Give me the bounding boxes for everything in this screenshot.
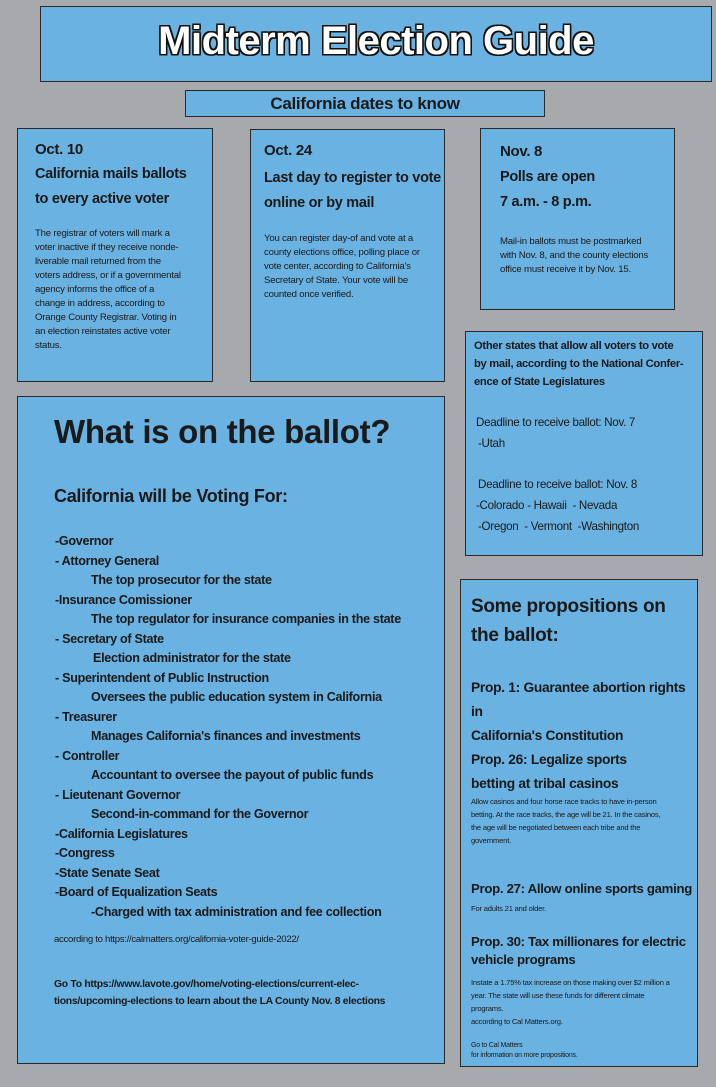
office-description: Election administrator for the state — [93, 651, 291, 665]
card-body — [35, 227, 181, 353]
card-date: Oct. 24 — [264, 142, 312, 159]
card-body-line: office must receive it by Nov. 15. — [500, 264, 631, 275]
states-intro-line: Other states that allow all voters to vote — [474, 340, 674, 352]
title-banner — [40, 6, 712, 82]
date-card-oct-10 — [17, 128, 213, 382]
states-nov-8-row-1: -Colorado - Hawaii - Nevada — [476, 499, 618, 512]
card-body-line: voters address, or if a governmental — [35, 270, 181, 281]
office-item: - Attorney General — [55, 554, 160, 568]
ballot-goto-line: Go To https://www.lavote.gov/home/voting-elections/current-elec- — [54, 979, 359, 990]
prop-27-body: For adults 21 and older. — [471, 904, 546, 913]
ballot-panel — [17, 396, 445, 1064]
office-description: Oversees the public education system in California — [91, 690, 382, 704]
office-description: The top prosecutor for the state — [91, 573, 272, 587]
card-body-line: voter inactive if they receive nonde- — [35, 242, 179, 253]
card-body-line: agency informs the office of a — [35, 284, 155, 295]
card-body-line: an election reinstates active voter — [35, 326, 171, 337]
date-card-oct-24 — [250, 129, 445, 382]
deadline-nov-8: Deadline to receive ballot: Nov. 8 — [478, 478, 638, 491]
card-body-line: status. — [35, 340, 62, 351]
card-headline-line-1: Polls are open — [500, 169, 595, 185]
prop-30-body-line: Instate a 1.75% tax increase on those making over $2 million a — [471, 978, 670, 987]
card-body-line: counted once verified. — [264, 289, 354, 300]
office-description: -Charged with tax administration and fee collection — [91, 905, 382, 919]
office-description: Manages California's finances and investments — [91, 729, 361, 743]
prop-30-body — [471, 976, 670, 1028]
card-headline-line-1: Last day to register to vote — [264, 170, 441, 186]
props-footer-line: for information on more propositions. — [471, 1052, 578, 1059]
prop-26-body-line: Allow casinos and four horse race tracks to have in-person — [471, 797, 657, 806]
states-intro — [474, 337, 683, 391]
card-body-line: You can register day-of and vote at a — [264, 233, 414, 244]
card-headline-line-2: online or by mail — [264, 195, 375, 211]
prop-1 — [471, 676, 697, 748]
card-headline-line-1: California mails ballots — [35, 166, 187, 182]
prop-26-body-line: betting. At the race tracks, the age will be 21. In the casinos, — [471, 810, 661, 819]
prop-26-body-line: the age will be negotiated between each tribe and the — [471, 823, 641, 832]
prop-26-title — [471, 748, 627, 796]
states-intro-line: ence of State Legislatures — [474, 376, 605, 388]
card-body — [500, 235, 648, 277]
mail-voting-states-panel — [465, 331, 703, 556]
office-item: -California Legislatures — [55, 827, 188, 841]
states-nov-7: -Utah — [478, 437, 505, 450]
office-description: Second-in-command for the Governor — [91, 807, 309, 821]
ballot-heading: What is on the ballot? — [54, 413, 391, 450]
card-body — [264, 232, 420, 302]
card-body-line: liverable mail returned from the — [35, 256, 161, 267]
card-body-line: with Nov. 8, and the county elections — [500, 250, 649, 261]
states-nov-8-row-2: -Oregon - Vermont -Washington — [478, 520, 640, 533]
ballot-goto — [54, 976, 385, 1010]
page-title: Midterm Election Guide — [158, 19, 594, 63]
prop-26-body — [471, 795, 660, 847]
ballot-goto-line: tions/upcoming-elections to learn about the LA County Nov. 8 elections — [54, 996, 386, 1007]
props-heading — [471, 592, 666, 650]
states-intro-line: by mail, according to the National Confer- — [474, 358, 684, 370]
propositions-panel — [460, 579, 698, 1067]
prop-30-title — [471, 933, 686, 969]
office-description: Accountant to oversee the payout of public funds — [91, 768, 374, 782]
prop-1-title-line: Prop. 1: Guarantee abortion rights in — [471, 680, 686, 719]
card-body-line: Orange County Registrar. Voting in — [35, 312, 177, 323]
office-item: - Controller — [55, 749, 120, 763]
prop-30-title-line: Prop. 30: Tax millionares for electric — [471, 934, 686, 949]
office-item: -Governor — [55, 534, 114, 548]
card-body-line: change in address, according to — [35, 298, 165, 309]
office-item: - Superintendent of Public Instruction — [55, 671, 269, 685]
card-headline-line-2: 7 a.m. - 8 p.m. — [500, 194, 592, 210]
prop-27-title: Prop. 27: Allow online sports gaming — [471, 881, 692, 896]
card-body-line: county elections office, polling place or — [264, 247, 420, 258]
dates-heading: California dates to know — [270, 94, 460, 113]
card-date: Oct. 10 — [35, 141, 83, 158]
prop-30-title-line: vehicle programs — [471, 952, 576, 967]
dates-banner — [185, 90, 545, 117]
props-heading-line: the ballot: — [471, 625, 559, 646]
prop-1-title-line: California's Constitution — [471, 728, 624, 743]
props-footer — [471, 1041, 578, 1061]
office-item: -State Senate Seat — [55, 866, 160, 880]
prop-26-title-line: betting at tribal casinos — [471, 776, 619, 791]
card-body-line: Secretary of State. Your vote will be — [264, 275, 409, 286]
prop-26-title-line: Prop. 26: Legalize sports — [471, 752, 627, 767]
prop-30-body-line: year. The state will use these funds for different climate — [471, 991, 645, 1000]
office-item: - Lieutenant Governor — [55, 788, 181, 802]
prop-30-body-line: programs. — [471, 1004, 504, 1013]
office-item: - Treasurer — [55, 710, 117, 724]
card-headline-line-2: to every active voter — [35, 191, 169, 207]
card-body-line: Mail-in ballots must be postmarked — [500, 236, 642, 247]
office-item: -Insurance Comissioner — [55, 593, 192, 607]
deadline-nov-7: Deadline to receive ballot: Nov. 7 — [476, 416, 636, 429]
office-item: -Board of Equalization Seats — [55, 885, 218, 899]
props-heading-line: Some propositions on — [471, 596, 666, 617]
office-item: -Congress — [55, 846, 115, 860]
card-body-line: vote center, according to California's — [264, 261, 411, 272]
prop-26-body-line: government. — [471, 836, 512, 845]
card-date: Nov. 8 — [500, 143, 543, 160]
card-body-line: The registrar of voters will mark a — [35, 228, 170, 239]
ballot-subheading: California will be Voting For: — [54, 486, 288, 506]
prop-30-body-line: according to Cal Matters.org. — [471, 1017, 563, 1026]
date-card-nov-8 — [480, 128, 675, 310]
office-item: - Secretary of State — [55, 632, 164, 646]
office-description: The top regulator for insurance companies in the state — [91, 612, 401, 626]
props-footer-line: Go to Cal Matters — [471, 1042, 523, 1049]
ballot-source: according to https://calmatters.org/california-voter-guide-2022/ — [54, 934, 299, 945]
